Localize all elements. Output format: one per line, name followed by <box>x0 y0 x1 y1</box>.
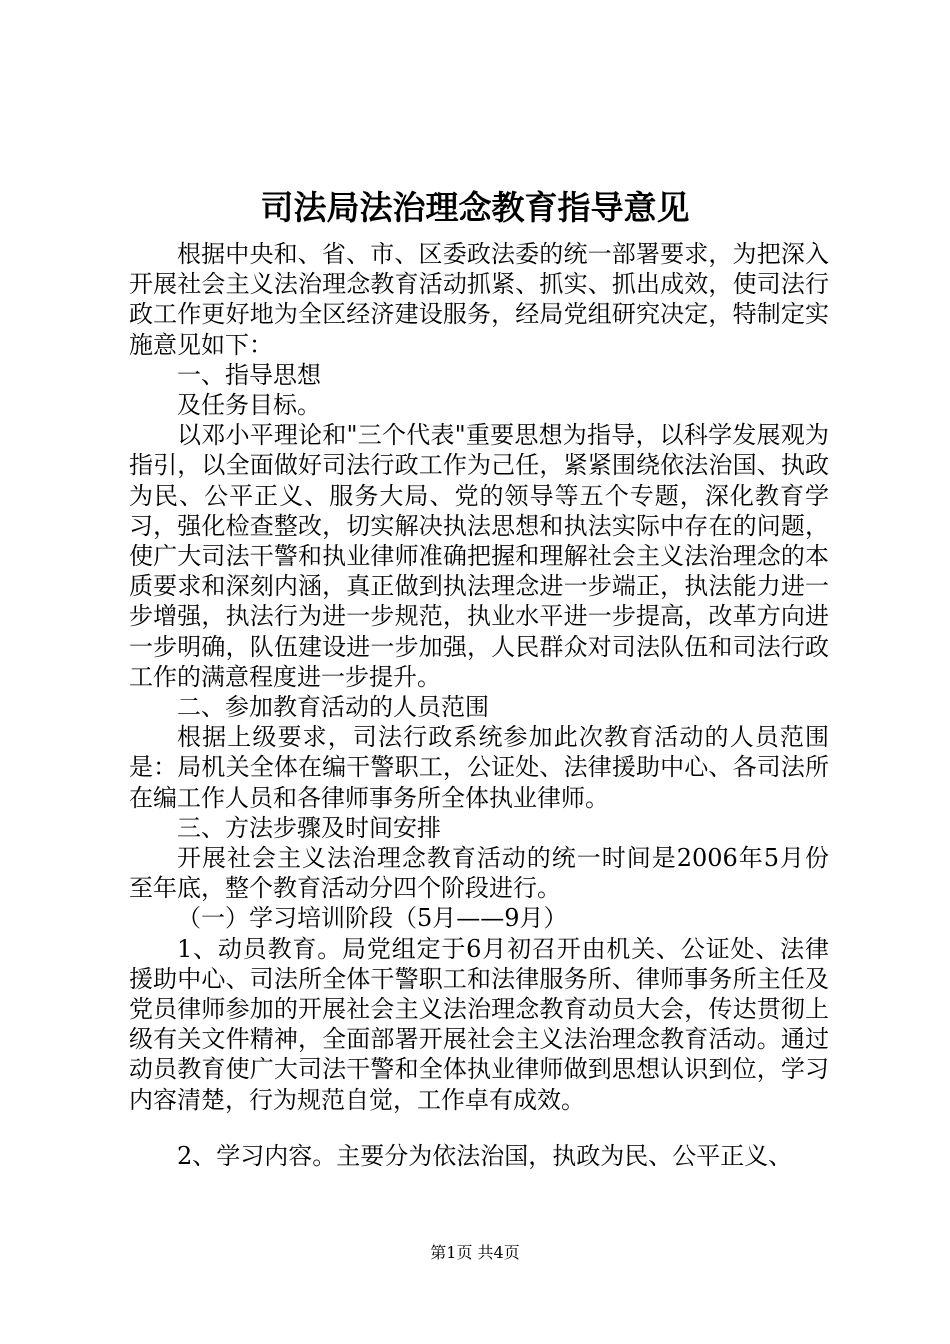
paragraph-participants: 根据上级要求，司法行政系统参加此次教育活动的人员范围是：局机关全体在编干警职工，公证处、法律援助中心、各司法所在编工作人员和各律师事务所全体执业律师。 <box>129 723 829 812</box>
page-footer: 第1页 共4页 <box>430 1243 520 1262</box>
paragraph-intro: 根据中央和、省、市、区委政法委的统一部署要求，为把深入开展社会主义法治理念教育活动抓紧、抓实、抓出成效，使司法行政工作更好地为全区经济建设服务，经局党组研究决定，特制定实施意见如下： <box>129 240 829 359</box>
section-heading-methods-schedule: 三、方法步骤及时间安排 <box>177 813 441 842</box>
subsection-heading-study-phase: （一）学习培训阶段（5月——9月） <box>177 904 568 933</box>
paragraph-study-content: 2、学习内容。主要分为依法治国，执政为民、公平正义、 <box>177 1141 793 1170</box>
paragraph-schedule: 开展社会主义法治理念教育活动的统一时间是2006年5月份至年底，整个教育活动分四个阶段进行。 <box>129 844 829 903</box>
section-heading-guiding-thought: 一、指导思想 <box>177 360 321 389</box>
paragraph-task-goals: 及任务目标。 <box>177 391 321 420</box>
document-body <box>129 239 829 1171</box>
document-title: 司法局法治理念教育指导意见 <box>260 188 690 227</box>
paragraph-mobilization: 1、动员教育。局党组定于6月初召开由机关、公证处、法律援助中心、司法所全体干警职工和法律服务所、律师事务所主任及党员律师参加的开展社会主义法治理念教育动员大会，传达贯彻上级有关文件精神，全面部署开展社会主义法治理念教育活动。通过动员教育使广大司法干警和全体执业律师做到思想认识到位，学习内容清楚，行为规范自觉，工作卓有成效。 <box>129 934 829 1114</box>
section-heading-participants: 二、参加教育活动的人员范围 <box>177 693 489 722</box>
paragraph-guiding-content: 以邓小平理论和"三个代表"重要思想为指导，以科学发展观为指引，以全面做好司法行政工作为己任，紧紧围绕依法治国、执政为民、公平正义、服务大局、党的领导等五个专题，深化教育学习，强化检查整改，切实解决执法思想和执法实际中存在的问题，使广大司法干警和执业律师准确把握和理解社会主义法治理念的本质要求和深刻内涵，真正做到执法理念进一步端正，执法能力进一步增强，执法行为进一步规范，执业水平进一步提高，改革方向进一步明确，队伍建设进一步加强，人民群众对司法队伍和司法行政工作的满意程度进一步提升。 <box>129 421 829 691</box>
